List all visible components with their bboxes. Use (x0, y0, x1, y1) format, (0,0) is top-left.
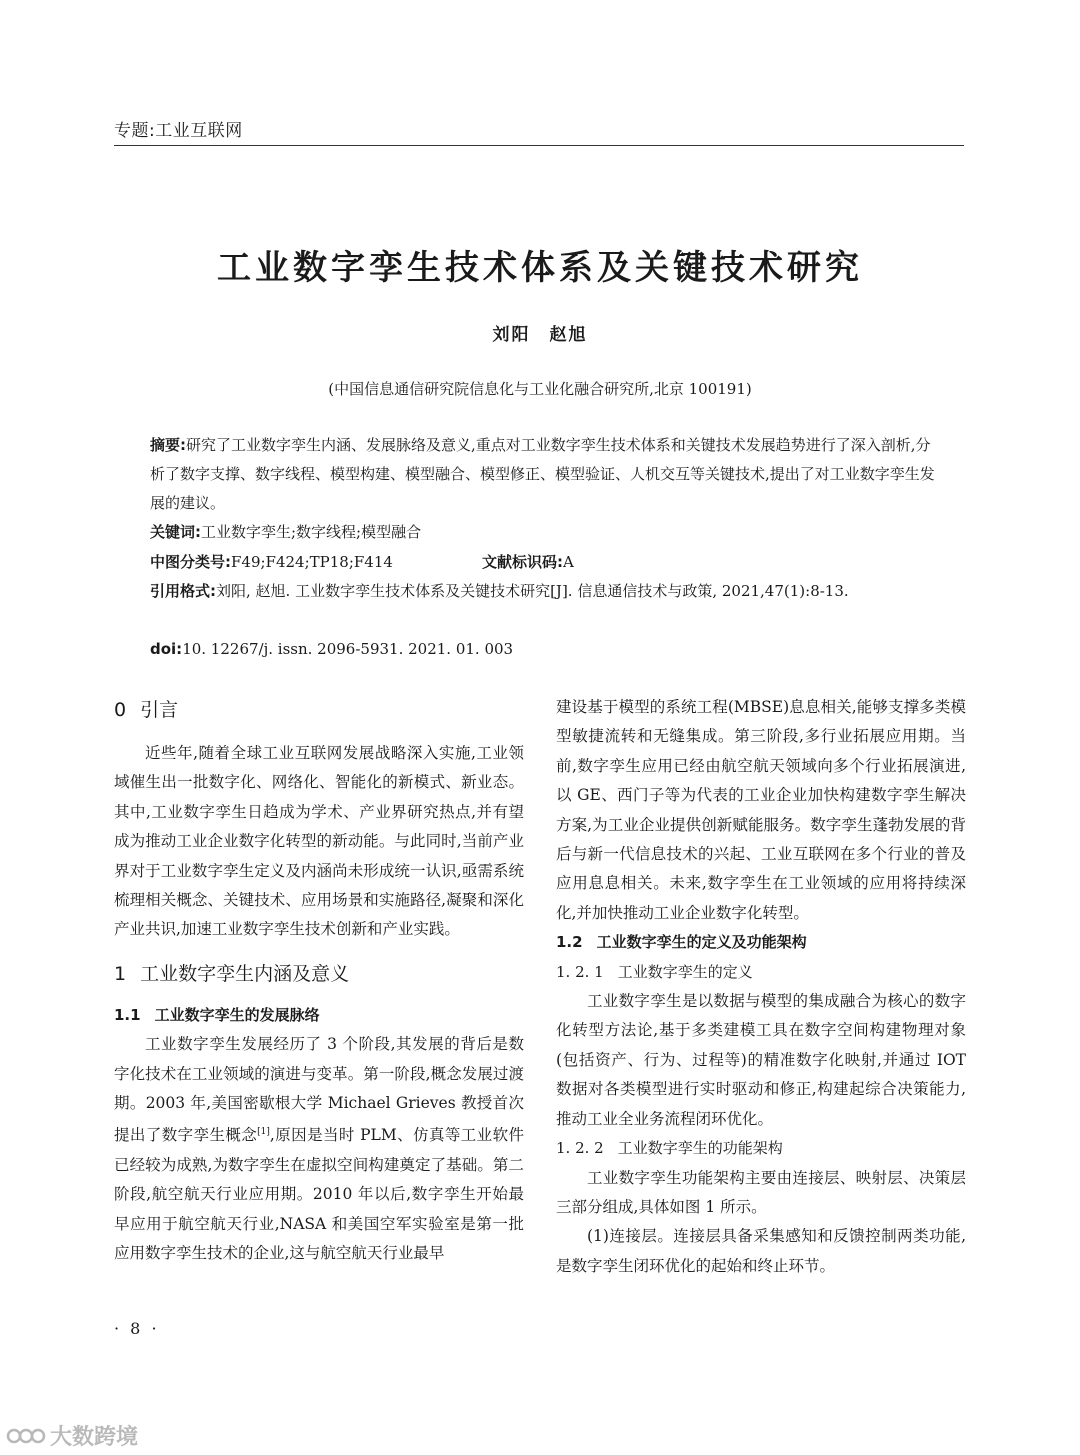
keywords (150, 518, 942, 547)
abstract-text: 研究了工业数字孪生内涵、发展脉络及意义,重点对工业数字孪生技术体系和关键技术发展趋势进行了深入剖析,分析了数字支撑、数字线程、模型构建、模型融合、模型修正、模型验证、人机交互等关键技术,提出了对工业数字孪生发展的建议。 (150, 436, 935, 512)
section-header: 专题:工业互联网 (114, 121, 243, 141)
section-1-heading: 1 工业数字孪生内涵及意义 (114, 962, 350, 985)
continued-paragraph: 建设基于模型的系统工程(MBSE)息息相关,能够支撑多类模型敏捷流转和无缝集成。第三阶段,多行业拓展应用期。当前,数字孪生应用已经由航空航天领域向多个行业拓展演进,以 GE、西门子等为代表的工业企业加快构建数字孪生解决方案,为工业企业提供创新赋能服务。数字孪生蓬勃发展的背后与新一代信息技术的兴起、工业互联网在多个行业的普及应用息息相关。未来,数字孪生在工业领域的应用将持续深化,并加快推动工业企业数字化转型。 (556, 698, 966, 922)
doc-code-label: 文献标识码: (482, 553, 563, 571)
section-1-2-heading: 1.2 工业数字孪生的定义及功能架构 (556, 933, 807, 952)
doi (150, 635, 942, 664)
left-column (114, 693, 524, 1269)
section-1-1-paragraph: 工业数字孪生发展经历了 3 个阶段,其发展的背后是数字化技术在工业领域的演进与变革。第一阶段,概念发展过渡期。2003 年,美国密歇根大学 Michael Grieves 教授首次提出了数字孪生概念[1],原因是当时 PLM、仿真等工业软件已经较为成熟,为数字孪生在虚拟空间构建奠定了基础。第二阶段,航空航天行业应用期。2010 年以后,数字孪生开始最早应用于航空航天行业,NASA 和美国空军实验室是第一批应用数字孪生技术的企业,这与航空航天行业最早 (114, 1035, 524, 1263)
doc-code-value: A (563, 553, 574, 571)
reference-1[interactable]: [1] (257, 1127, 270, 1138)
page-number: · 8 · (114, 1319, 160, 1338)
section-1-2-1-paragraph: 工业数字孪生是以数据与模型的集成融合为核心的数字化转型方法论,基于多类建模工具在数字空间构建物理对象(包括资产、行为、过程等)的精准数字化映射,并通过 IOT 数据对各类模型进行实时驱动和修正,构建起综合决策能力,推动工业全业务流程闭环优化。 (556, 992, 966, 1128)
clc-label: 中图分类号: (150, 553, 231, 571)
citation-text: 刘阳, 赵旭. 工业数字孪生技术体系及关键技术研究[J]. 信息通信技术与政策, 2021,47(1):8-13. (216, 582, 849, 600)
keywords-text: 工业数字孪生;数字线程;模型融合 (201, 523, 422, 541)
section-1-1-heading: 1.1 工业数字孪生的发展脉络 (114, 1005, 320, 1024)
right-column (556, 693, 966, 1281)
classification (150, 548, 942, 577)
abstract (150, 431, 942, 518)
watermark-text: 大数跨境 (50, 1425, 139, 1450)
watermark-logo-icon (6, 1422, 46, 1450)
section-1-2-1-heading: 1. 2. 1 工业数字孪生的定义 (556, 962, 753, 981)
citation-label: 引用格式: (150, 582, 216, 600)
document-code (482, 548, 574, 577)
keywords-label: 关键词: (150, 523, 201, 541)
authors: 刘阳 赵旭 (492, 325, 588, 345)
section-0-heading: 0 引言 (114, 699, 179, 721)
section-1-2-2-paragraph: 工业数字孪生功能架构主要由连接层、映射层、决策层三部分组成,具体如图 1 所示。 (556, 1168, 966, 1216)
abstract-label: 摘要: (150, 436, 186, 454)
doi-label: doi: (150, 640, 183, 658)
watermark (6, 1420, 138, 1451)
header-rule (114, 145, 964, 146)
citation (150, 577, 942, 606)
intro-paragraph: 近些年,随着全球工业互联网发展战略深入实施,工业领域催生出一批数字化、网络化、智能化的新模式、新业态。其中,工业数字孪生日趋成为学术、产业界研究热点,并有望成为推动工业企业数字化转型的新动能。与此同时,当前产业界对于工业数字孪生定义及内涵尚未形成统一认识,亟需系统梳理相关概念、关键技术、应用场景和实施路径,凝聚和深化产业共识,加速工业数字孪生技术创新和产业实践。 (114, 744, 524, 939)
clc-text: F49;F424;TP18;F414 (231, 553, 393, 571)
section-1-2-2-heading: 1. 2. 2 工业数字孪生的功能架构 (556, 1139, 783, 1158)
affiliation: (中国信息通信研究院信息化与工业化融合研究所,北京 100191) (328, 380, 752, 398)
doi-text: 10. 12267/j. issn. 2096-5931. 2021. 01. 003 (182, 640, 514, 658)
paper-title: 工业数字孪生技术体系及关键技术研究 (217, 248, 863, 288)
connection-layer-paragraph: (1)连接层。连接层具备采集感知和反馈控制两类功能,是数字孪生闭环优化的起始和终止环节。 (556, 1227, 966, 1275)
